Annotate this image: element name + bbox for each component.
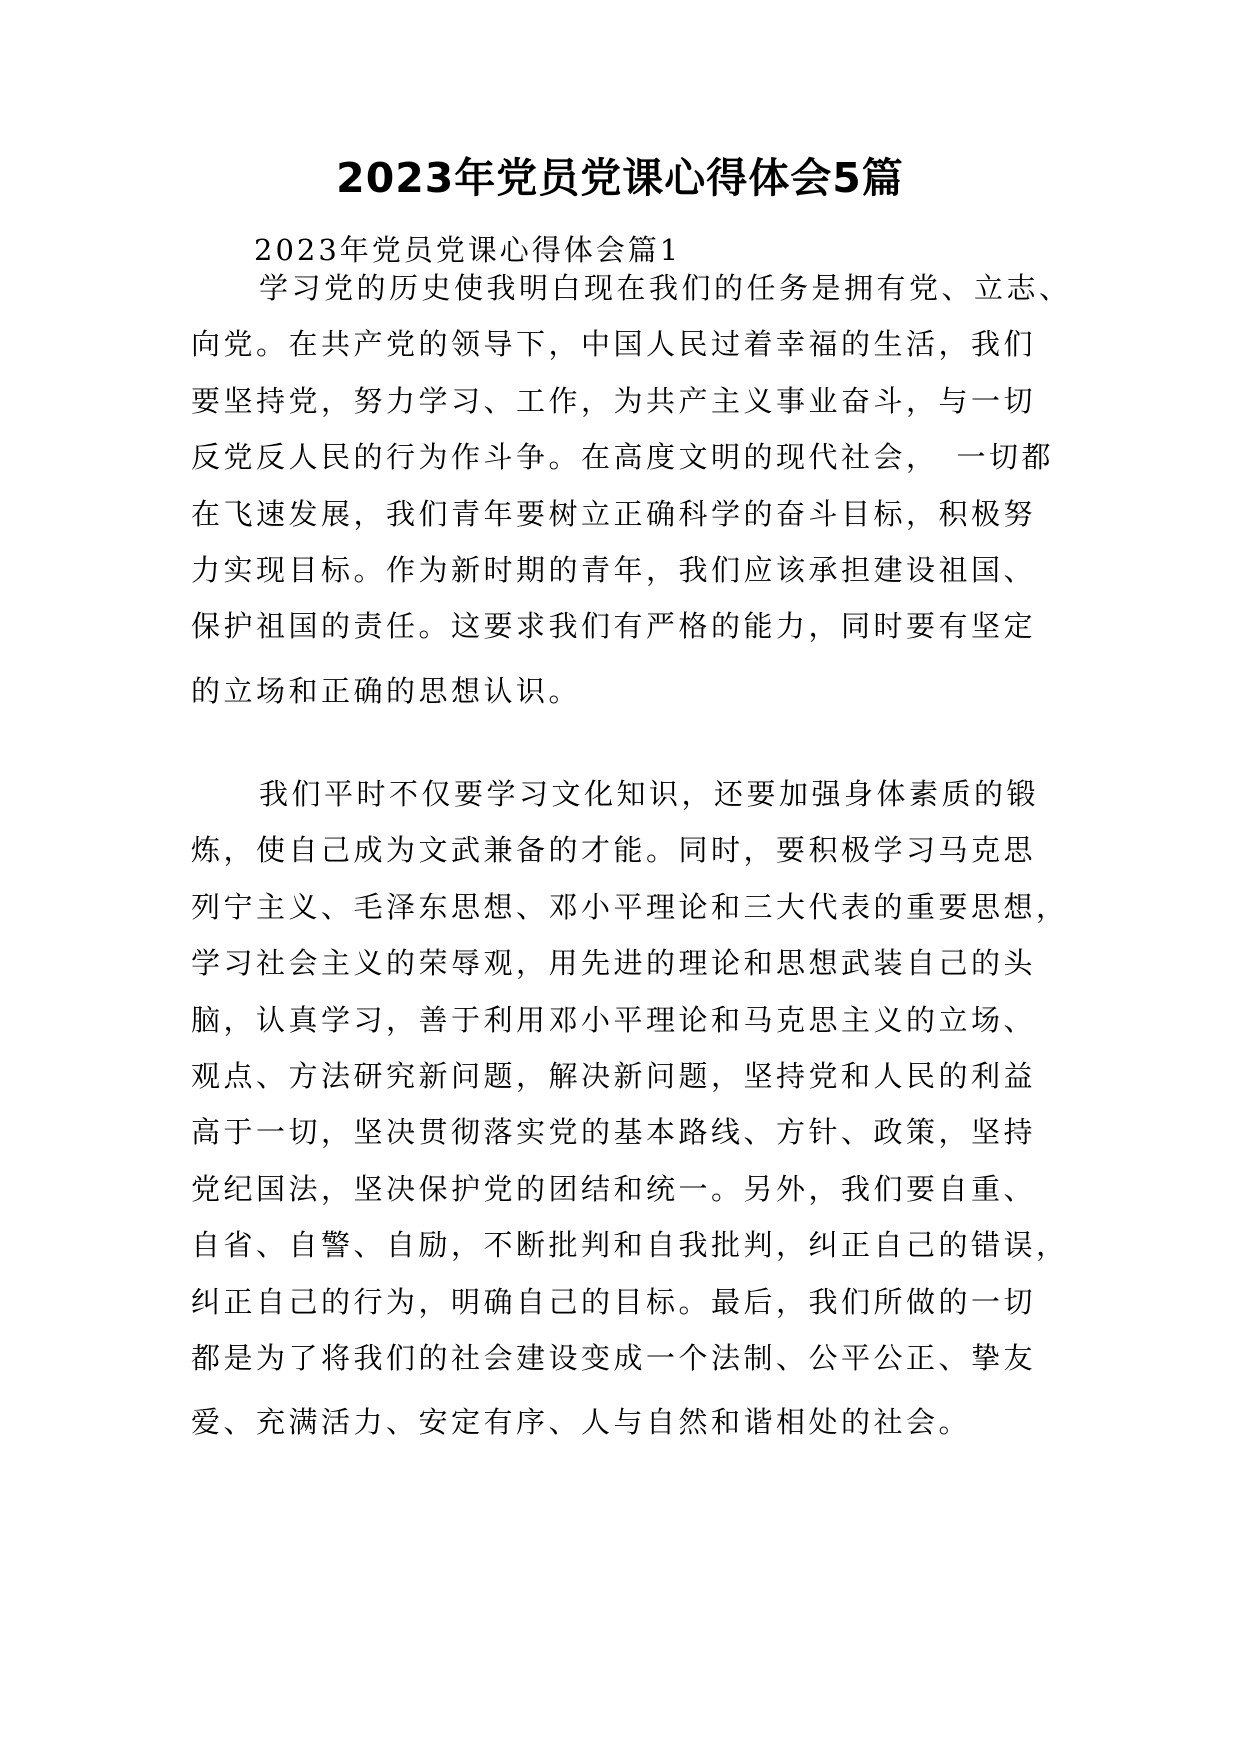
paragraph-line: 观点、方法研究新问题，解决新问题，坚持党和人民的利益 [191,1058,1037,1093]
paragraph-line: 我们平时不仅要学习文化知识，还要加强身体素质的锻 [259,777,1040,811]
paragraph-2 [191,766,1091,1451]
paragraph-line: 自省、自警、自励，不断批判和自我批判，纠正自己的错误， [191,1228,1069,1263]
paragraph-line: 学习社会主义的荣辱观，用先进的理论和思想武装自己的头 [191,946,1037,981]
paragraph-line: 要坚持党，努力学习、工作，为共产主义事业奋斗，与一切 [191,383,1037,418]
paragraph-line: 列宁主义、毛泽东思想、邓小平理论和三大代表的重要思想， [191,889,1069,924]
paragraph-line: 向党。在共产党的领导下，中国人民过着幸福的生活，我们 [191,327,1037,362]
paragraph-line: 炼，使自己成为文武兼备的才能。同时，要积极学习马克思 [191,833,1037,868]
paragraph-line: 党纪国法，坚决保护党的团结和统一。另外，我们要自重、 [191,1171,1037,1206]
paragraph-line: 的立场和正确的思想认识。 [191,673,582,708]
paragraph-line: 在飞速发展，我们青年要树立正确科学的奋斗目标，积极努 [191,496,1037,531]
paragraph-line: 反党反人民的行为作斗争。在高度文明的现代社会， 一切都 [191,440,1055,475]
document-title: 2023年党员党课心得体会5篇 [336,154,904,202]
paragraph-line: 学习党的历史使我明白现在我们的任务是拥有党、立志、 [259,271,1072,305]
paragraph-1 [191,260,1091,719]
paragraph-line: 保护祖国的责任。这要求我们有严格的能力，同时要有坚定 [191,609,1037,644]
section-heading: 2023年党员党课心得体会篇1 [254,233,682,267]
paragraph-line: 高于一切，坚决贯彻落实党的基本路线、方针、政策，坚持 [191,1115,1037,1150]
paragraph-line: 力实现目标。作为新时期的青年，我们应该承担建设祖国、 [191,552,1037,587]
paragraph-line: 爱、充满活力、安定有序、人与自然和谐相处的社会。 [191,1405,972,1440]
paragraph-line: 纠正自己的行为，明确自己的目标。最后，我们所做的一切 [191,1284,1037,1319]
paragraph-line: 脑，认真学习，善于利用邓小平理论和马克思主义的立场、 [191,1002,1037,1037]
paragraph-line: 都是为了将我们的社会建设变成一个法制、公平公正、挚友 [191,1340,1037,1375]
